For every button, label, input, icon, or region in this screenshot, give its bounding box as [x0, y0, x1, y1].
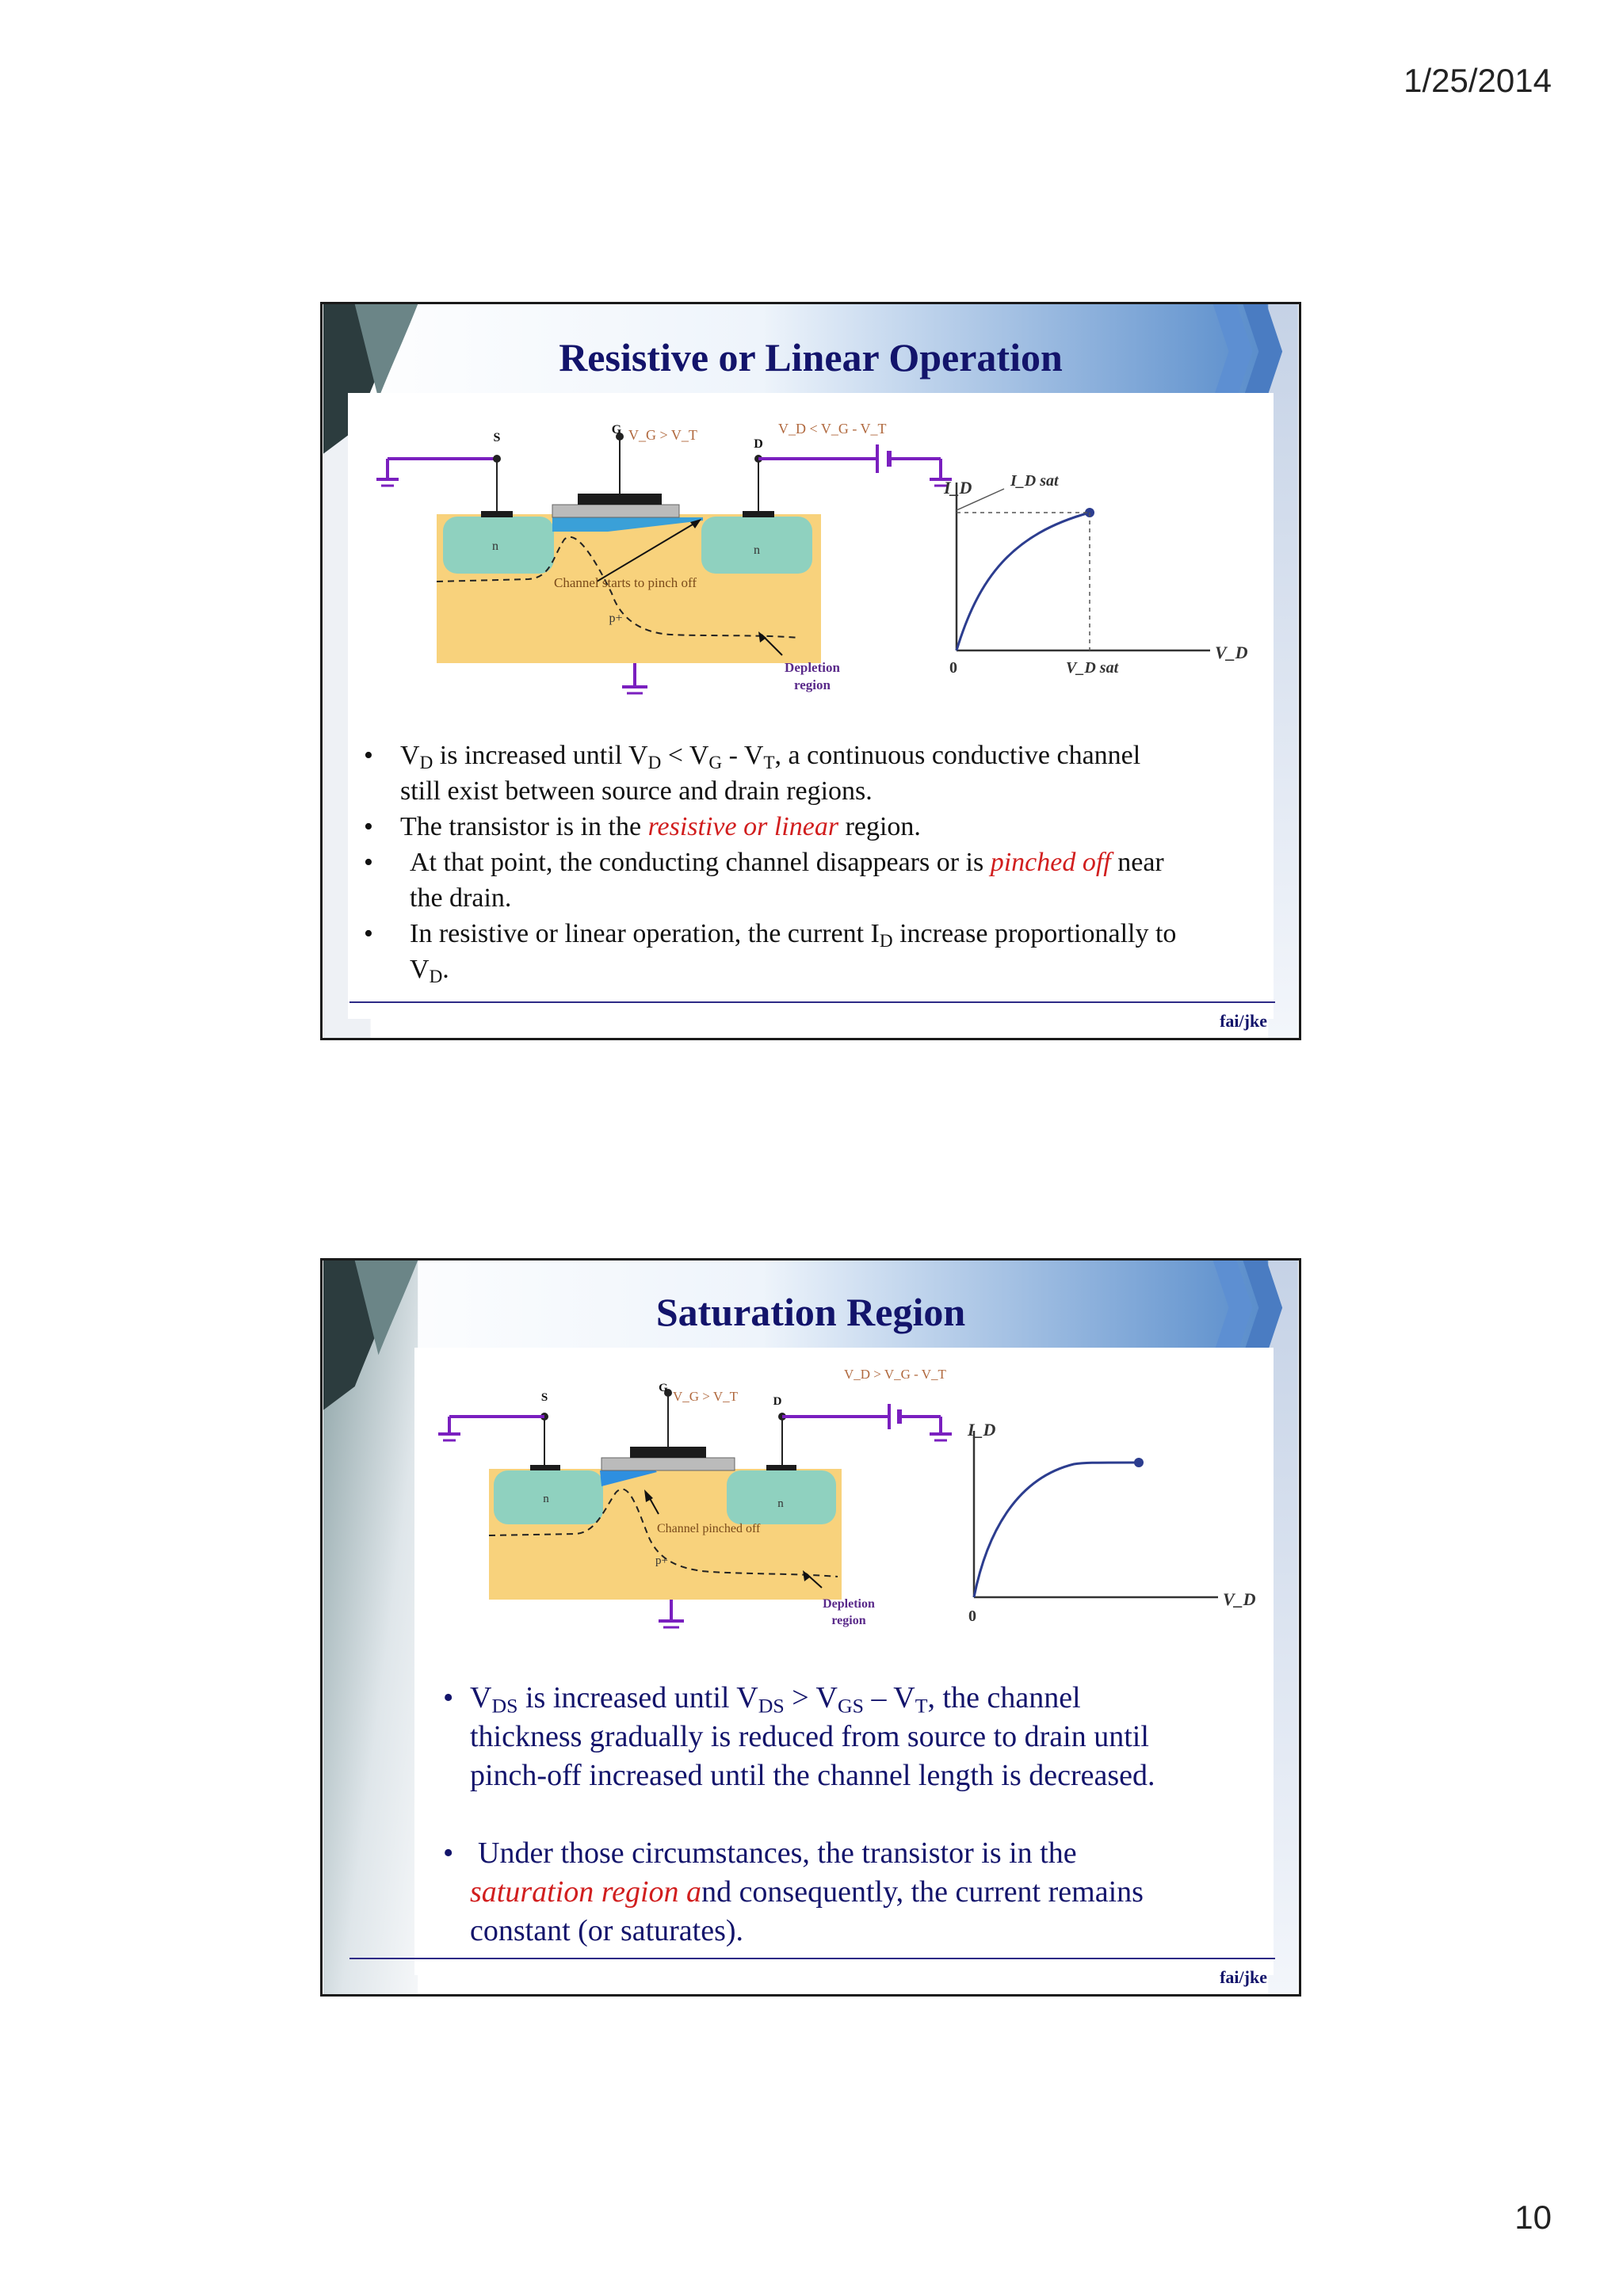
depletion-label-1: Depletion: [823, 1597, 875, 1611]
source-label: S: [493, 431, 501, 444]
footer-rule: [349, 1958, 1275, 1959]
bullet-item: • Under those circumstances, the transistor is in the saturation region and consequently, the current remains constant (or saturates).: [443, 1836, 1144, 1947]
bullet-item: • At that point, the conducting channel disappears or is pinched off near the drain.: [364, 848, 1164, 913]
substrate-label: p+: [609, 612, 623, 625]
gate-oxide: [552, 505, 679, 517]
graph-x-label: V_D: [1223, 1589, 1256, 1609]
n-source-well: [443, 517, 554, 574]
substrate-label: p+: [655, 1554, 668, 1567]
channel-note: Channel pinched off: [657, 1522, 761, 1535]
n-right-label: n: [777, 1497, 784, 1510]
mosfet-saturation-figure: [426, 1352, 1258, 1661]
channel-note: Channel starts to pinch off: [554, 575, 697, 590]
gate-oxide: [601, 1458, 735, 1470]
drain-contact: [743, 511, 774, 517]
footer-rule: [349, 1001, 1275, 1003]
bullet-item: • $V_{DS}$ is increased until $V_{DS} > V_{GS} - V_T$, the channel thickness gradually is reduced from source to drain until pinch-off increased until the channel length is decreased.: [443, 1681, 1155, 1792]
page-date: 1/25/2014: [1403, 62, 1552, 99]
slide-title: Resistive or Linear Operation: [559, 335, 1063, 379]
gate-label: G: [611, 423, 622, 437]
id-curve: [974, 1463, 1139, 1597]
graph-origin: 0: [949, 659, 957, 677]
source-label: S: [540, 1391, 548, 1404]
n-right-label: n: [754, 543, 760, 557]
depletion-label-2: region: [831, 1614, 866, 1627]
depletion-label-1: Depletion: [785, 660, 840, 675]
graph-origin: 0: [968, 1608, 976, 1625]
curve-endpoint: [1134, 1458, 1144, 1467]
n-left-label: n: [492, 540, 498, 553]
page-number: 10: [1514, 2199, 1552, 2236]
slide-title: Saturation Region: [655, 1290, 966, 1334]
bullet-list: [433, 1679, 1266, 1951]
graph-y-label: I_D: [944, 478, 972, 498]
bullet-list: [354, 738, 1266, 987]
id-curve: [957, 513, 1090, 650]
drain-condition: V_D > V_G - V_T: [844, 1367, 946, 1382]
graph-xsat-label: V_D sat: [1066, 659, 1119, 677]
graph-ysat-label: I_D sat: [1010, 472, 1059, 490]
depletion-label-2: region: [794, 677, 831, 692]
drain-label: D: [754, 437, 763, 451]
bullet-item: • The transistor is in the resistive or linear region.: [364, 812, 921, 841]
gate-condition: V_G > V_T: [673, 1389, 738, 1404]
drain-label: D: [773, 1395, 782, 1408]
bullet-item: • $V_D$ is increased until $V_D < V_G - V_T$, a continuous conductive channel still exist between source and drain regions.: [364, 741, 1141, 806]
n-left-label: n: [543, 1493, 549, 1505]
source-contact: [481, 511, 513, 517]
gate-electrode: [630, 1447, 706, 1458]
slide-footer: fai/jke: [1220, 1967, 1267, 1987]
slide-footer: fai/jke: [1220, 1011, 1267, 1031]
slide-saturation: [320, 1258, 1301, 1997]
gate-electrode: [578, 494, 662, 505]
gate-condition: V_G > V_T: [628, 427, 697, 443]
graph-x-label: V_D: [1215, 643, 1248, 662]
gate-label: G: [659, 1382, 668, 1394]
bullet-item: • In resistive or linear operation, the current $I_D$ increase proportionally to $V_D$.: [364, 919, 1177, 987]
mosfet-linear-figure: [370, 403, 1248, 720]
graph-y-label: I_D: [968, 1420, 996, 1440]
drain-condition: V_D < V_G - V_T: [778, 421, 887, 437]
slide-resistive-linear: [320, 302, 1301, 1040]
